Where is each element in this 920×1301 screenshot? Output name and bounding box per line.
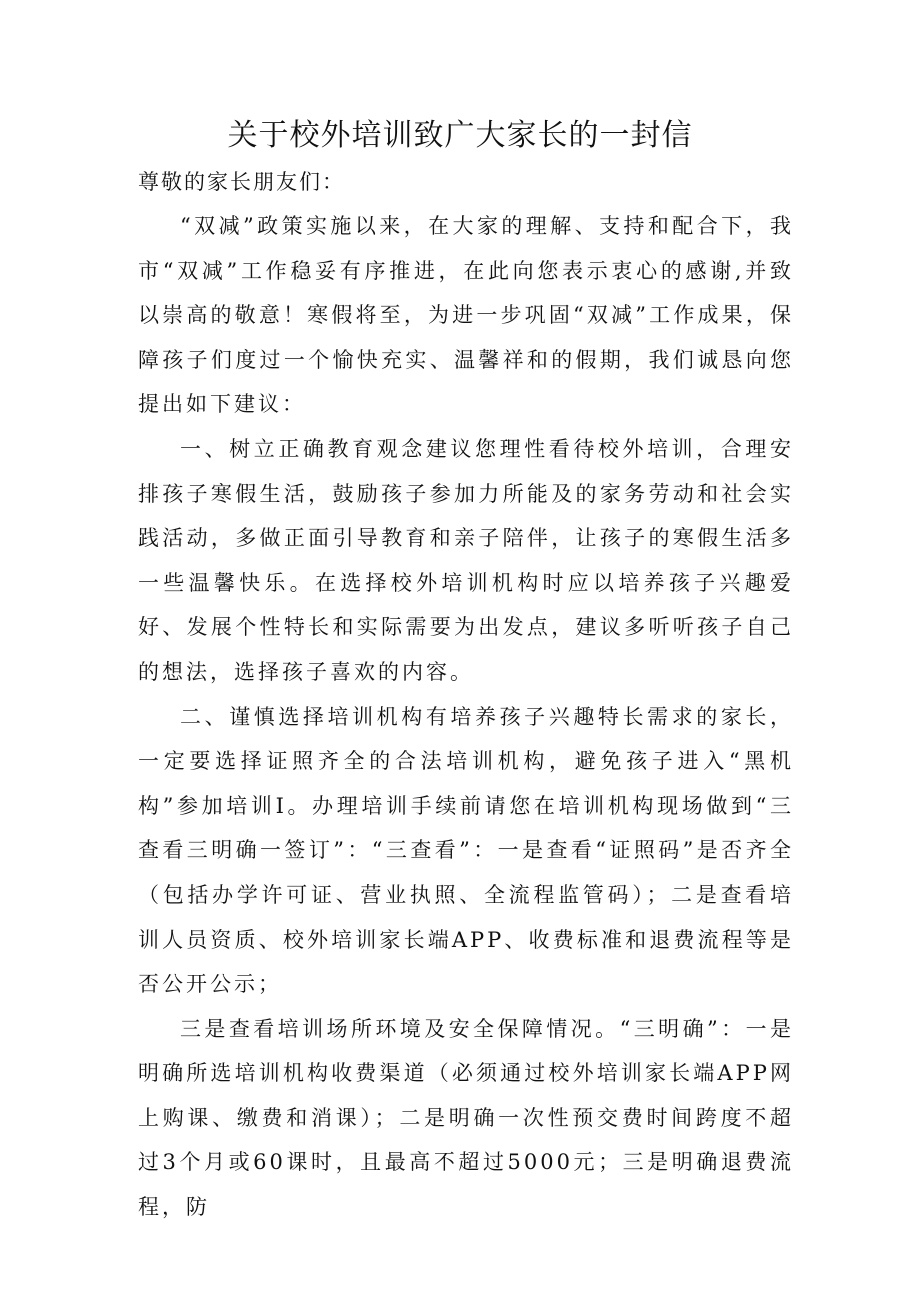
document-title: 关于校外培训致广大家长的一封信	[227, 118, 693, 153]
paragraph-intro: “双减”政策实施以来，在大家的理解、支持和配合下，我市“双减”工作稳妥有序推进，在此向您表示衷心的感谢,并致以崇高的敬意！寒假将至，为进一步巩固“双减”工作成果，保障孩子们度过一个愉快充实、温馨祥和的假期，我们诚恳向您提出如下建议：	[138, 214, 794, 417]
paragraph-point-one: 一、树立正确教育观念建议您理性看待校外培训，合理安排孩子寒假生活，鼓励孩子参加力所能及的家务劳动和社会实践活动，多做正面引导教育和亲子陪伴，让孩子的寒假生活多一些温馨快乐。在选择校外培训机构时应以培养孩子兴趣爱好、发展个性特长和实际需要为出发点，建议多听听孩子自己的想法，选择孩子喜欢的内容。	[138, 436, 794, 684]
paragraph-point-three: 三是查看培训场所环境及安全保障情况。“三明确”：一是明确所选培训机构收费渠道（必须通过校外培训家长端APP网上购课、缴费和消课）；二是明确一次性预交费时间跨度不超过3个月或60课时，且最高不超过5000元；三是明确退费流程，防	[138, 1016, 794, 1220]
salutation: 尊敬的家长朋友们：	[138, 170, 345, 194]
paragraph-point-two: 二、谨慎选择培训机构有培养孩子兴趣特长需求的家长，一定要选择证照齐全的合法培训机构，避免孩子进入“黑机构”参加培训Ⅰ。办理培训手续前请您在培训机构现场做到“三查看三明确一签订”：“三查看”：一是查看“证照码”是否齐全（包括办学许可证、营业执照、全流程监管码）；二是查看培训人员资质、校外培训家长端APP、收费标准和退费流程等是否公开公示；	[138, 704, 794, 997]
letter-body	[138, 204, 794, 1230]
